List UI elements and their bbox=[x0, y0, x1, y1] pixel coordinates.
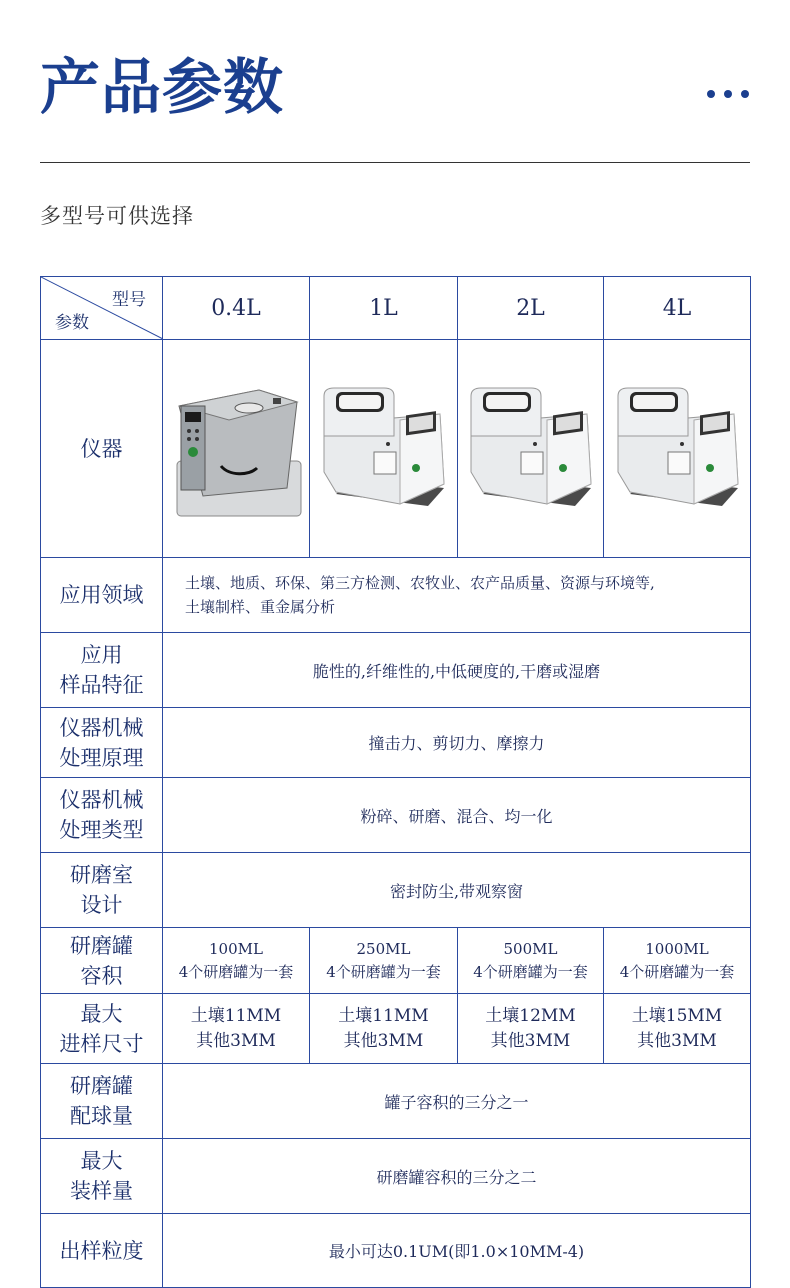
instrument-image-1l bbox=[310, 340, 458, 558]
size-soil: 土壤12MM bbox=[485, 1005, 576, 1026]
grinder-small-image bbox=[169, 376, 304, 521]
model-1l: 1L bbox=[310, 277, 458, 340]
principle-value: 撞击力、剪切力、摩擦力 bbox=[163, 708, 751, 778]
principle-label-line-1: 仪器机械 bbox=[59, 715, 144, 740]
load-label-line-1: 最大 bbox=[80, 1149, 123, 1173]
chamber-label-line-2: 设计 bbox=[80, 893, 123, 917]
jar-value-2l bbox=[458, 928, 604, 994]
grinder-xlarge-image bbox=[610, 376, 745, 521]
ball-label-line-2: 配球量 bbox=[70, 1104, 133, 1128]
size-label bbox=[41, 994, 163, 1064]
sample-label-line-2: 样品特征 bbox=[59, 673, 144, 697]
table-row bbox=[41, 928, 751, 994]
size-other: 其他3MM bbox=[637, 1030, 717, 1051]
table-row bbox=[41, 340, 751, 558]
table-row bbox=[41, 1139, 751, 1214]
ball-label bbox=[41, 1064, 163, 1139]
table-row bbox=[41, 708, 751, 778]
ball-label-line-1: 研磨罐 bbox=[70, 1074, 133, 1098]
granularity-label: 出样粒度 bbox=[41, 1214, 163, 1288]
header-param-label: 参数 bbox=[55, 313, 89, 333]
jar-value-4l bbox=[604, 928, 751, 994]
granularity-value: 最小可达0.1UM(即1.0×10MM-4) bbox=[163, 1214, 751, 1288]
sample-label bbox=[41, 633, 163, 708]
load-value: 研磨罐容积的三分之二 bbox=[163, 1139, 751, 1214]
size-value-0-4l bbox=[163, 994, 310, 1064]
grinder-large-image bbox=[463, 376, 598, 521]
size-value-2l bbox=[458, 994, 604, 1064]
jar-volume: 1000ML bbox=[645, 939, 709, 958]
table-row bbox=[41, 1214, 751, 1288]
chamber-label-line-1: 研磨室 bbox=[70, 863, 133, 887]
header-corner-cell bbox=[41, 277, 163, 340]
size-other: 其他3MM bbox=[490, 1030, 571, 1051]
jar-volume: 100ML bbox=[209, 939, 263, 958]
table-row bbox=[41, 277, 751, 340]
type-value: 粉碎、研磨、混合、均一化 bbox=[163, 778, 751, 853]
field-value bbox=[163, 558, 751, 633]
parameter-table bbox=[40, 276, 751, 1288]
page-title: 产品参数 bbox=[40, 53, 284, 123]
instrument-image-2l bbox=[458, 340, 604, 558]
page-subtitle: 多型号可供选择 bbox=[40, 204, 194, 228]
size-soil: 土壤15MM bbox=[631, 1005, 723, 1026]
jar-set: 4个研磨罐为一套 bbox=[178, 962, 294, 981]
instrument-image-0-4l bbox=[163, 340, 310, 558]
instrument-label: 仪器 bbox=[41, 340, 163, 558]
chamber-label bbox=[41, 853, 163, 928]
instrument-image-4l bbox=[604, 340, 751, 558]
size-value-4l bbox=[604, 994, 751, 1064]
table-row bbox=[41, 778, 751, 853]
type-label-line-2: 处理类型 bbox=[59, 818, 144, 842]
field-label: 应用领域 bbox=[41, 558, 163, 633]
jar-value-1l bbox=[310, 928, 458, 994]
field-line-1: 土壤、地质、环保、第三方检测、农牧业、农产品质量、资源与环境等, bbox=[185, 574, 655, 592]
jar-set: 4个研磨罐为一套 bbox=[619, 962, 735, 981]
size-other: 其他3MM bbox=[343, 1030, 424, 1051]
jar-set: 4个研磨罐为一套 bbox=[473, 962, 588, 981]
jar-label-line-1: 研磨罐 bbox=[70, 933, 133, 958]
principle-label bbox=[41, 708, 163, 778]
field-line-2: 土壤制样、重金属分析 bbox=[185, 598, 336, 616]
type-label bbox=[41, 778, 163, 853]
size-value-1l bbox=[310, 994, 458, 1064]
principle-label-line-2: 处理原理 bbox=[59, 745, 144, 770]
sample-value: 脆性的,纤维性的,中低硬度的,干磨或湿磨 bbox=[163, 633, 751, 708]
size-soil: 土壤11MM bbox=[338, 1005, 429, 1026]
jar-set: 4个研磨罐为一套 bbox=[326, 962, 441, 981]
jar-volume: 250ML bbox=[356, 939, 411, 958]
size-other: 其他3MM bbox=[196, 1030, 276, 1051]
table-row bbox=[41, 994, 751, 1064]
model-2l: 2L bbox=[458, 277, 604, 340]
jar-label-line-2: 容积 bbox=[80, 963, 123, 988]
type-label-line-1: 仪器机械 bbox=[59, 788, 144, 812]
table-row bbox=[41, 633, 751, 708]
header-model-label: 型号 bbox=[112, 290, 146, 310]
size-label-line-1: 最大 bbox=[80, 1001, 123, 1026]
jar-label bbox=[41, 928, 163, 994]
table-row bbox=[41, 558, 751, 633]
table-row bbox=[41, 1064, 751, 1139]
more-icon[interactable] bbox=[707, 90, 749, 98]
size-label-line-2: 进样尺寸 bbox=[59, 1031, 144, 1056]
jar-value-0-4l bbox=[163, 928, 310, 994]
grinder-medium-image bbox=[316, 376, 451, 521]
model-0-4l: 0.4L bbox=[163, 277, 310, 340]
table-row bbox=[41, 853, 751, 928]
size-soil: 土壤11MM bbox=[190, 1005, 282, 1026]
ball-value: 罐子容积的三分之一 bbox=[163, 1064, 751, 1139]
load-label bbox=[41, 1139, 163, 1214]
load-label-line-2: 装样量 bbox=[70, 1179, 133, 1203]
chamber-value: 密封防尘,带观察窗 bbox=[163, 853, 751, 928]
jar-volume: 500ML bbox=[503, 939, 558, 958]
title-divider bbox=[40, 162, 750, 163]
sample-label-line-1: 应用 bbox=[80, 643, 123, 667]
model-4l: 4L bbox=[604, 277, 751, 340]
